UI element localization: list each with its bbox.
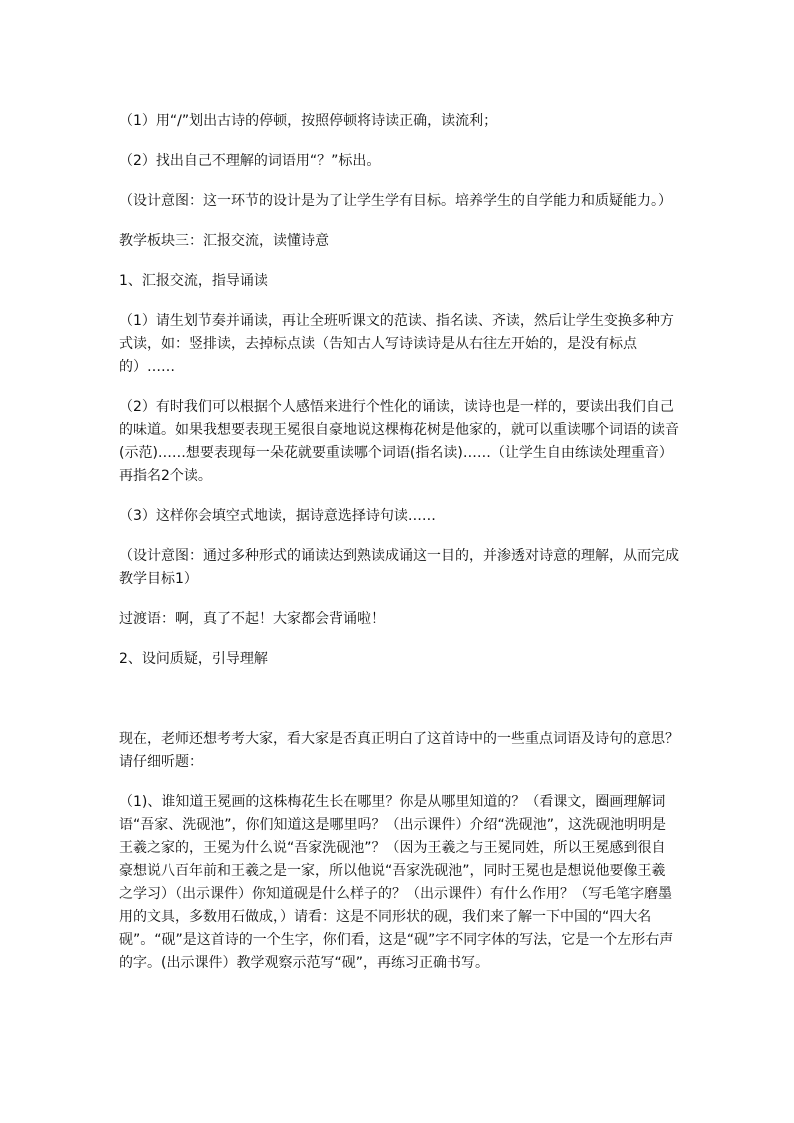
question-1-detail: （1)、谁知道王冕画的这株梅花生长在哪里？你是从哪里知道的？（看课文，圈画理解词语“吾家、洗砚池”，你们知道这是哪里吗？（出示课件）介绍“洗砚池”，这洗砚池明明是王羲之家的，王冕为什么说“吾家洗砚池”？（因为王羲之与王冕同姓，所以王冕感到很自豪想说八百年前和王羲之是一家，所以他说“吾家洗砚池”，同时王冕也是想说他要像王羲之学习）（出示课件）你知道砚是什么样子的？（出示课件）有什么作用？（写毛笔字磨墨用的文具，多数用石做成，）请看：这是不同形状的砚，我们来了解一下中国的“四大名砚”。“砚”是这首诗的一个生字，你们看，这是“砚”字不同字体的写法，它是一个左形右声的字。(出示课件）教学观察示范写“砚”，再练习正确书写。 xyxy=(119,794,674,971)
design-intent-note: （设计意图：这一环节的设计是为了让学生学有目标。培养学生的自学能力和质疑能力。） xyxy=(119,193,672,209)
reading-step-1: （1）请生划节奏并诵读，再让全班听课文的范读、指名读、齐读，然后让学生变换多种方式读，如：竖排读，去掉标点读（告知古人写诗读诗是从右往左开始的，是没有标点的）…… xyxy=(119,313,674,375)
subsection-heading: 1、汇报交流，指导诵读 xyxy=(119,273,268,289)
transition-line: 过渡语：啊，真了不起！大家都会背诵啦！ xyxy=(119,611,385,627)
step-2-instruction: （2）找出自己不理解的词语用“？”标出。 xyxy=(119,153,381,169)
section-heading: 教学板块三：汇报交流，读懂诗意 xyxy=(119,233,329,249)
document-body xyxy=(119,110,679,992)
question-intro: 现在，老师还想考考大家，看大家是否真正明白了这首诗中的一些重点词语及诗句的意思？请仔细听题： xyxy=(119,731,679,770)
step-1-instruction: （1）用“/”划出古诗的停顿，按照停顿将诗读正确，读流利； xyxy=(119,113,498,129)
design-intent-note: （设计意图：通过多种形式的诵读达到熟读成诵这一目的，并渗透对诗意的理解，从而完成教学目标1） xyxy=(119,548,679,587)
subsection-heading: 2、设问质疑，引导理解 xyxy=(119,651,268,667)
reading-step-3: （3）这样你会填空式地读，据诗意选择诗句读…… xyxy=(119,508,436,524)
blank-spacer xyxy=(119,688,679,728)
reading-step-2: （2）有时我们可以根据个人感悟来进行个性化的诵读，读诗也是一样的，要读出我们自己的味道。如果我想要表现王冕很自豪地说这棵梅花树是他家的，就可以重读哪个词语的读音(示范)……想要表现每一朵花就要重读哪个词语(指名读)……（让学生自由练读处理重音）再指名2个读。 xyxy=(119,399,679,484)
